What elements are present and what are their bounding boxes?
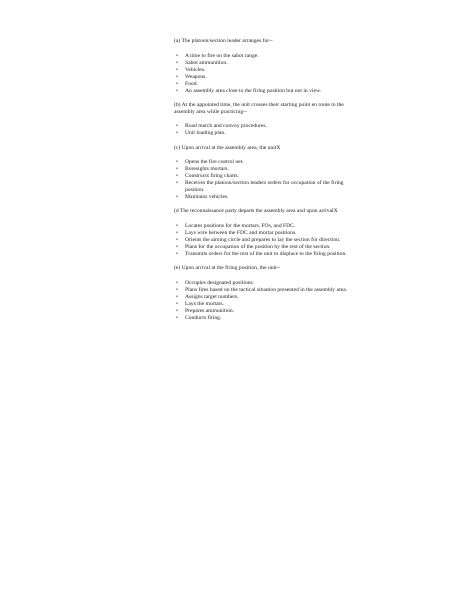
bullet-icon: • — [176, 300, 178, 307]
list-item-text: Assigns target numbers. — [185, 293, 239, 300]
list-item — [174, 315, 351, 322]
list-item — [174, 301, 351, 308]
bullet-icon: • — [176, 236, 178, 243]
document-section — [174, 38, 351, 95]
list-item — [174, 88, 351, 95]
list-item — [174, 130, 351, 137]
bullet-icon: • — [176, 244, 178, 251]
bullet-icon: • — [176, 73, 178, 80]
list-item-text: Boresights mortars. — [185, 166, 229, 173]
list-item-text: Opens the fire control net. — [185, 159, 244, 166]
list-item-text: Orients the aiming circle and prepares to lay the section for direction. — [185, 236, 341, 243]
bullet-icon: • — [176, 286, 178, 293]
bullet-icon: • — [176, 222, 178, 229]
list-item — [174, 287, 351, 294]
list-item — [174, 60, 351, 67]
list-item — [174, 294, 351, 301]
list-item — [174, 53, 351, 60]
bullet-icon: • — [176, 180, 178, 187]
bullet-icon: • — [176, 279, 178, 286]
list-item-text: Vehicles. — [185, 66, 206, 73]
list-item — [174, 230, 351, 237]
list-item — [174, 81, 351, 88]
list-item-text: Sabot ammunition. — [185, 59, 228, 66]
list-item-text: Conducts firing. — [185, 314, 222, 321]
section-heading: (e) Upon arrival at the firing position, the unit-- — [174, 265, 281, 272]
list-item — [174, 251, 351, 258]
list-item-text: Plans for the occupation of the position by the rest of the section. — [185, 244, 331, 251]
section-heading: (a) The platoon/section leader arranges for-- — [174, 38, 273, 44]
list-item-text: Receives the platoon/section leaders orders for occupation of the firing position. — [185, 180, 344, 194]
list-item-text: Occupies designated positions. — [185, 279, 255, 286]
list-item — [174, 159, 351, 166]
document-section — [174, 145, 351, 202]
bullet-icon: • — [176, 59, 178, 66]
bullet-icon: • — [176, 194, 178, 201]
document-section — [174, 265, 351, 322]
bullet-icon: • — [176, 159, 178, 166]
bullet-icon: • — [176, 293, 178, 300]
list-item — [174, 123, 351, 130]
list-item-text: Unit loading plan. — [185, 130, 226, 137]
list-item-text: Transmits orders for the rest of the unit to displace to the firing position. — [185, 251, 347, 258]
bullet-icon: • — [176, 87, 178, 94]
bullet-list — [174, 223, 351, 258]
document-section — [174, 102, 351, 138]
bullet-list — [174, 123, 351, 137]
list-item-text: Lays wire between the FDC and mortar positions. — [185, 229, 297, 236]
bullet-icon: • — [176, 130, 178, 137]
list-item — [174, 280, 351, 287]
list-item-text: Constructs firing charts. — [185, 173, 239, 180]
list-item-text: Prepares ammunition. — [185, 307, 235, 314]
section-heading: (b) At the appointed time, the unit crosses their starting point en route to the assembly area while practicing-- — [174, 101, 344, 115]
section-heading: (d The reconnaissance party departs the assembly area and upon arrivalX — [174, 208, 338, 215]
document-section — [174, 208, 351, 258]
bullet-icon: • — [176, 123, 178, 130]
bullet-icon: • — [176, 307, 178, 314]
list-item — [174, 308, 351, 315]
bullet-icon: • — [176, 66, 178, 73]
list-item-text: A time to fire on the sabot range. — [185, 52, 259, 59]
list-item-text: An assembly area close to the firing position but not in view. — [185, 87, 322, 94]
list-item — [174, 194, 351, 201]
list-item-text: Food. — [185, 80, 198, 87]
list-item-text: Plans fires based on the tactical situation presented in the assembly area. — [185, 286, 348, 293]
list-item — [174, 223, 351, 230]
bullet-icon: • — [176, 166, 178, 173]
section-heading: (c) Upon arrival at the assembly area, the unitX — [174, 144, 281, 151]
bullet-icon: • — [176, 52, 178, 59]
bullet-icon: • — [176, 173, 178, 180]
list-item-text: Road march and convoy procedures. — [185, 123, 267, 130]
list-item — [174, 180, 351, 194]
bullet-icon: • — [176, 229, 178, 236]
list-item — [174, 74, 351, 81]
document-body — [174, 38, 351, 329]
bullet-list — [174, 53, 351, 95]
bullet-icon: • — [176, 80, 178, 87]
list-item-text: Lays the mortars. — [185, 300, 224, 307]
list-item-text: Maintains vehicles. — [185, 194, 229, 201]
list-item-text: Weapons. — [185, 73, 207, 80]
list-item — [174, 237, 351, 244]
bullet-icon: • — [176, 251, 178, 258]
list-item-text: Locates positions for the mortars, FOs, and FDC. — [185, 222, 296, 229]
bullet-list — [174, 159, 351, 201]
bullet-list — [174, 280, 351, 322]
list-item — [174, 67, 351, 74]
bullet-icon: • — [176, 314, 178, 321]
